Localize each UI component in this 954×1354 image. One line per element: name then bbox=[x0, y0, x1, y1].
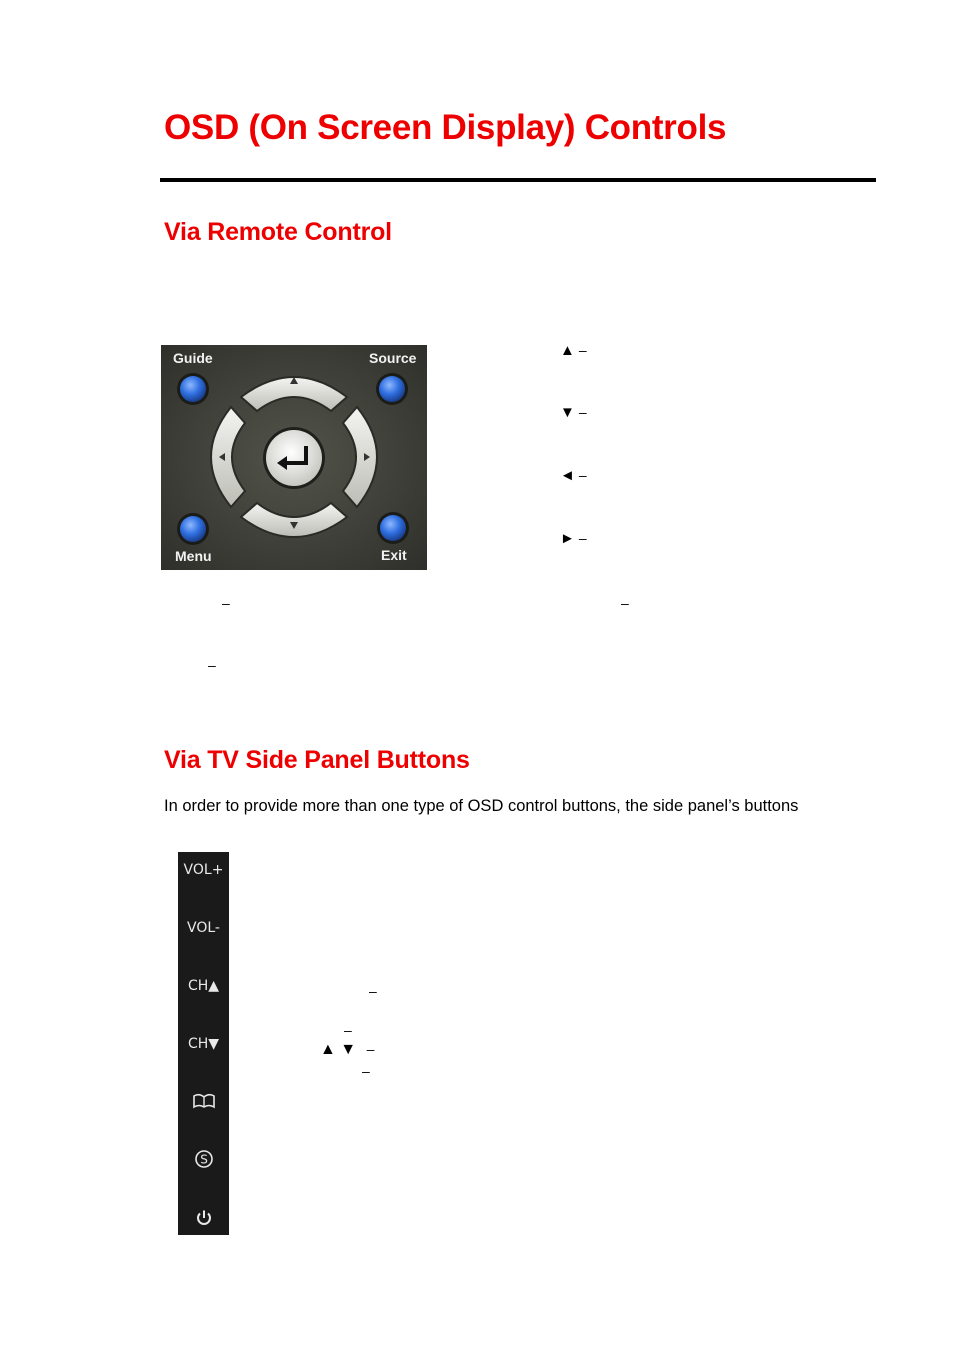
right-arrow-icon: ► bbox=[560, 530, 575, 547]
exit-desc-dash: – bbox=[621, 595, 629, 611]
panel-note-dash-4: – bbox=[362, 1063, 370, 1079]
source-label: Source bbox=[369, 350, 417, 366]
remote-pad-image bbox=[161, 345, 427, 570]
vol-up-button: VOL+ bbox=[183, 862, 224, 878]
svg-text:S: S bbox=[199, 1152, 208, 1167]
ch-down-button: CH▼ bbox=[187, 1036, 220, 1052]
panel-note-dash-2: – bbox=[344, 1022, 352, 1038]
left-arrow-icon: ◄ bbox=[560, 467, 575, 484]
guide-label: Guide bbox=[173, 350, 213, 366]
menu-desc-dash: – bbox=[222, 595, 230, 611]
page-title: OSD (On Screen Display) Controls bbox=[164, 108, 727, 147]
menu-label: Menu bbox=[175, 548, 212, 564]
title-divider bbox=[160, 178, 876, 182]
arrow-down-item: ▼ – bbox=[560, 404, 587, 421]
down-arrow-icon: ▼ bbox=[560, 404, 575, 421]
left-arc bbox=[211, 407, 245, 507]
exit-label: Exit bbox=[381, 547, 407, 563]
arrow-up-item: ▲ – bbox=[560, 342, 587, 359]
arrow-right-item: ► – bbox=[560, 530, 587, 547]
right-arc bbox=[343, 407, 377, 507]
guide-book-icon bbox=[178, 1092, 229, 1114]
side-panel-image bbox=[178, 852, 229, 1235]
arrow-left-item: ◄ – bbox=[560, 467, 587, 484]
panel-note-dash-1: – bbox=[369, 983, 377, 999]
panel-heading: Via TV Side Panel Buttons bbox=[164, 746, 470, 774]
power-icon bbox=[178, 1209, 229, 1231]
enter-desc-dash: – bbox=[208, 657, 216, 673]
up-arrow-icon: ▲ bbox=[560, 342, 575, 359]
down-arc bbox=[241, 503, 347, 537]
ch-up-button: CH▲ bbox=[187, 978, 220, 994]
panel-note-arrows: ▲ ▼ – bbox=[320, 1041, 375, 1058]
remote-heading: Via Remote Control bbox=[164, 218, 392, 246]
vol-down-button: VOL- bbox=[187, 920, 220, 936]
panel-intro: In order to provide more than one type of OSD control buttons, the side panel’s buttons bbox=[164, 797, 799, 815]
up-down-arrows-icon: ▲ ▼ bbox=[320, 1041, 357, 1058]
source-s-icon bbox=[178, 1149, 229, 1173]
